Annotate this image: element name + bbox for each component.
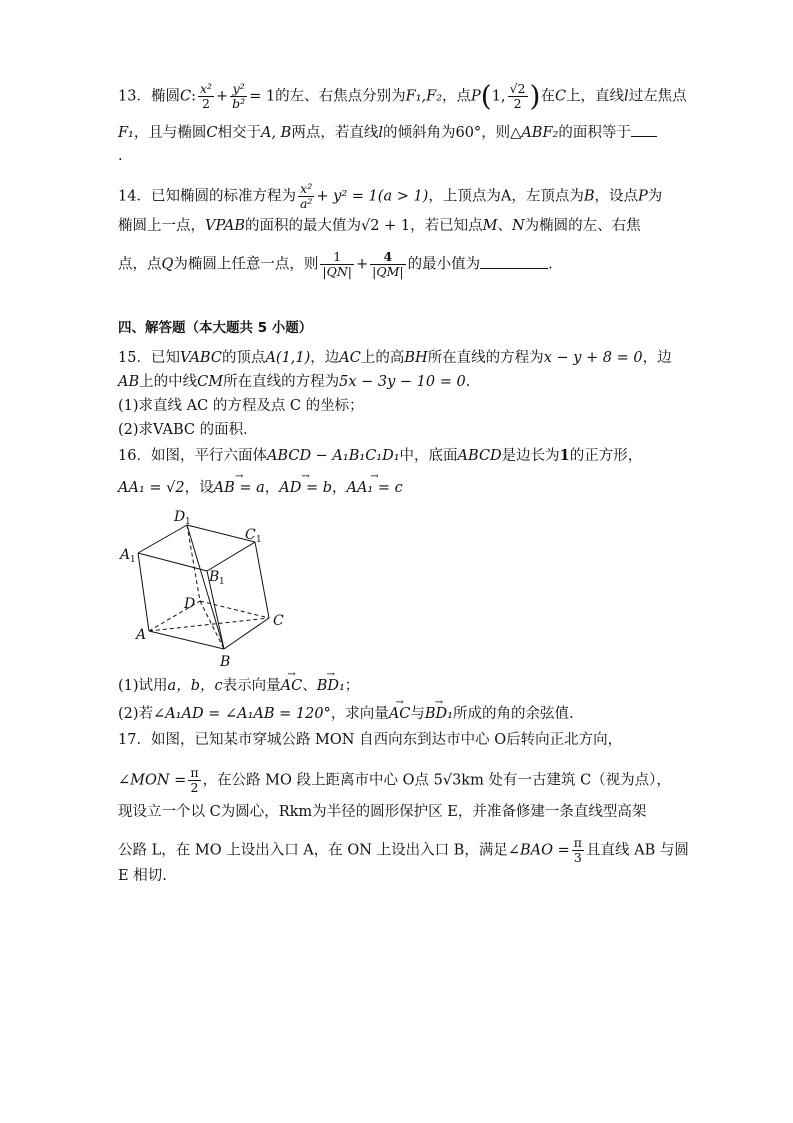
q13-line1: 13．椭圆C: $\frac{\text{x²}}{2}$ + $\frac{\text{y²}}{\text{b²}}$ = 1的左、右焦点分别为F₁,F₂，点P(1, $\frac{√2}{2}$ )在C上，直线l过左焦点 xyxy=(118,79,687,113)
q13-number: 13． xyxy=(118,88,151,105)
svg-text:1: 1 xyxy=(130,555,136,565)
edge-c1c xyxy=(255,542,269,618)
edge-a1a xyxy=(138,553,149,631)
svg-text:1: 1 xyxy=(219,577,225,587)
q14-number: 14． xyxy=(118,188,151,205)
label-b: B xyxy=(220,654,231,670)
diagonal-bd1 xyxy=(187,525,224,649)
edge-dc-hidden xyxy=(200,601,269,618)
q14-line3: 点，点Q为椭圆上任意一点，则 $\frac{1}{|QN|}$ + $\frac{4}{|QM|}$ 的最小值为 . xyxy=(118,249,553,279)
q13-answer-blank[interactable] xyxy=(631,122,657,137)
edge-ab xyxy=(149,631,224,649)
label-a: A xyxy=(136,627,147,643)
parallelepiped-figure xyxy=(112,505,297,673)
q15-line1: 15．已知VABC的顶点A(1,1)，边AC上的高BH所在直线的方程为x − y + 8 = 0，边 xyxy=(118,350,672,366)
edge-a1d1 xyxy=(138,525,187,553)
q16-line2: AA₁ = √2，设→ AB = a，→ AD = b，→ AA₁ = c xyxy=(118,478,403,498)
label-a1: A xyxy=(120,547,131,563)
label-d1: D xyxy=(174,509,186,525)
q17-line4: 公路 L，在 MO 上设出入口 A，在 ON 上设出入口 B，满足∠BAO = $\frac{\pi}{3}$ 且直线 AB 与圆 xyxy=(118,835,689,865)
edge-c1b1 xyxy=(207,542,255,571)
label-b1: B xyxy=(209,569,220,585)
svg-text:1: 1 xyxy=(185,517,191,527)
q14-answer-blank[interactable] xyxy=(480,254,548,269)
q15-sub1: (1)求直线 AC 的方程及点 C 的坐标； xyxy=(118,398,364,414)
q17-line5: E 相切. xyxy=(118,868,167,884)
q15-line2: AB上的中线CM所在直线的方程为5x − 3y − 10 = 0. xyxy=(118,374,471,390)
q14-line2: 椭圆上一点，VPAB的面积的最大值为√2 + 1，若已知点M、N为椭圆的左、右焦 xyxy=(118,218,641,234)
q17-line2: ∠MON = $\frac{\pi}{2}$ ，在公路 MO 段上距离市中心 O点 5√3km 处有一古建筑 C（视为点）， xyxy=(118,765,671,795)
q13-line3: . xyxy=(118,148,123,164)
section-heading: 四、解答题（本大题共 5 小题） xyxy=(118,320,313,336)
q17-line3: 现设立一个以 C为圆心，Rkm为半径的圆形保护区 E，并准备修建一条直线型高架 xyxy=(118,804,647,820)
label-d: D xyxy=(184,596,196,612)
label-c1: C xyxy=(245,527,256,543)
q16-line1: 16．如图，平行六面体ABCD − A₁B₁C₁D₁中，底面ABCD是边长为1的正方形， xyxy=(118,447,643,464)
edge-bc xyxy=(224,618,269,649)
q16-sub1: (1)试用a，b，c表示向量→ AC、→ BD₁； xyxy=(118,676,359,696)
q17-line1: 17．如图，已知某市穿城公路 MON 自西向东到达市中心 O后转向正北方向， xyxy=(118,732,623,748)
svg-text:1: 1 xyxy=(256,535,262,545)
q14-line1: 14．已知椭圆的标准方程为 $\frac{\text{x²}}{\text{a²}}$ + y² = 1(a > 1)，上顶点为A，左顶点为B，设点P为 xyxy=(118,181,663,211)
q16-sub2: (2)若∠A₁AD = ∠A₁AB = 120°，求向量→ AC与→ BD₁所成的角的余弦值. xyxy=(118,704,574,724)
label-c: C xyxy=(273,613,284,629)
q13-line2: F₁，且与椭圆C相交于A, B两点，若直线l的倾斜角为60°，则△ABF₂的面积等于 xyxy=(118,122,657,143)
q15-sub2: (2)求VABC 的面积． xyxy=(118,422,258,438)
